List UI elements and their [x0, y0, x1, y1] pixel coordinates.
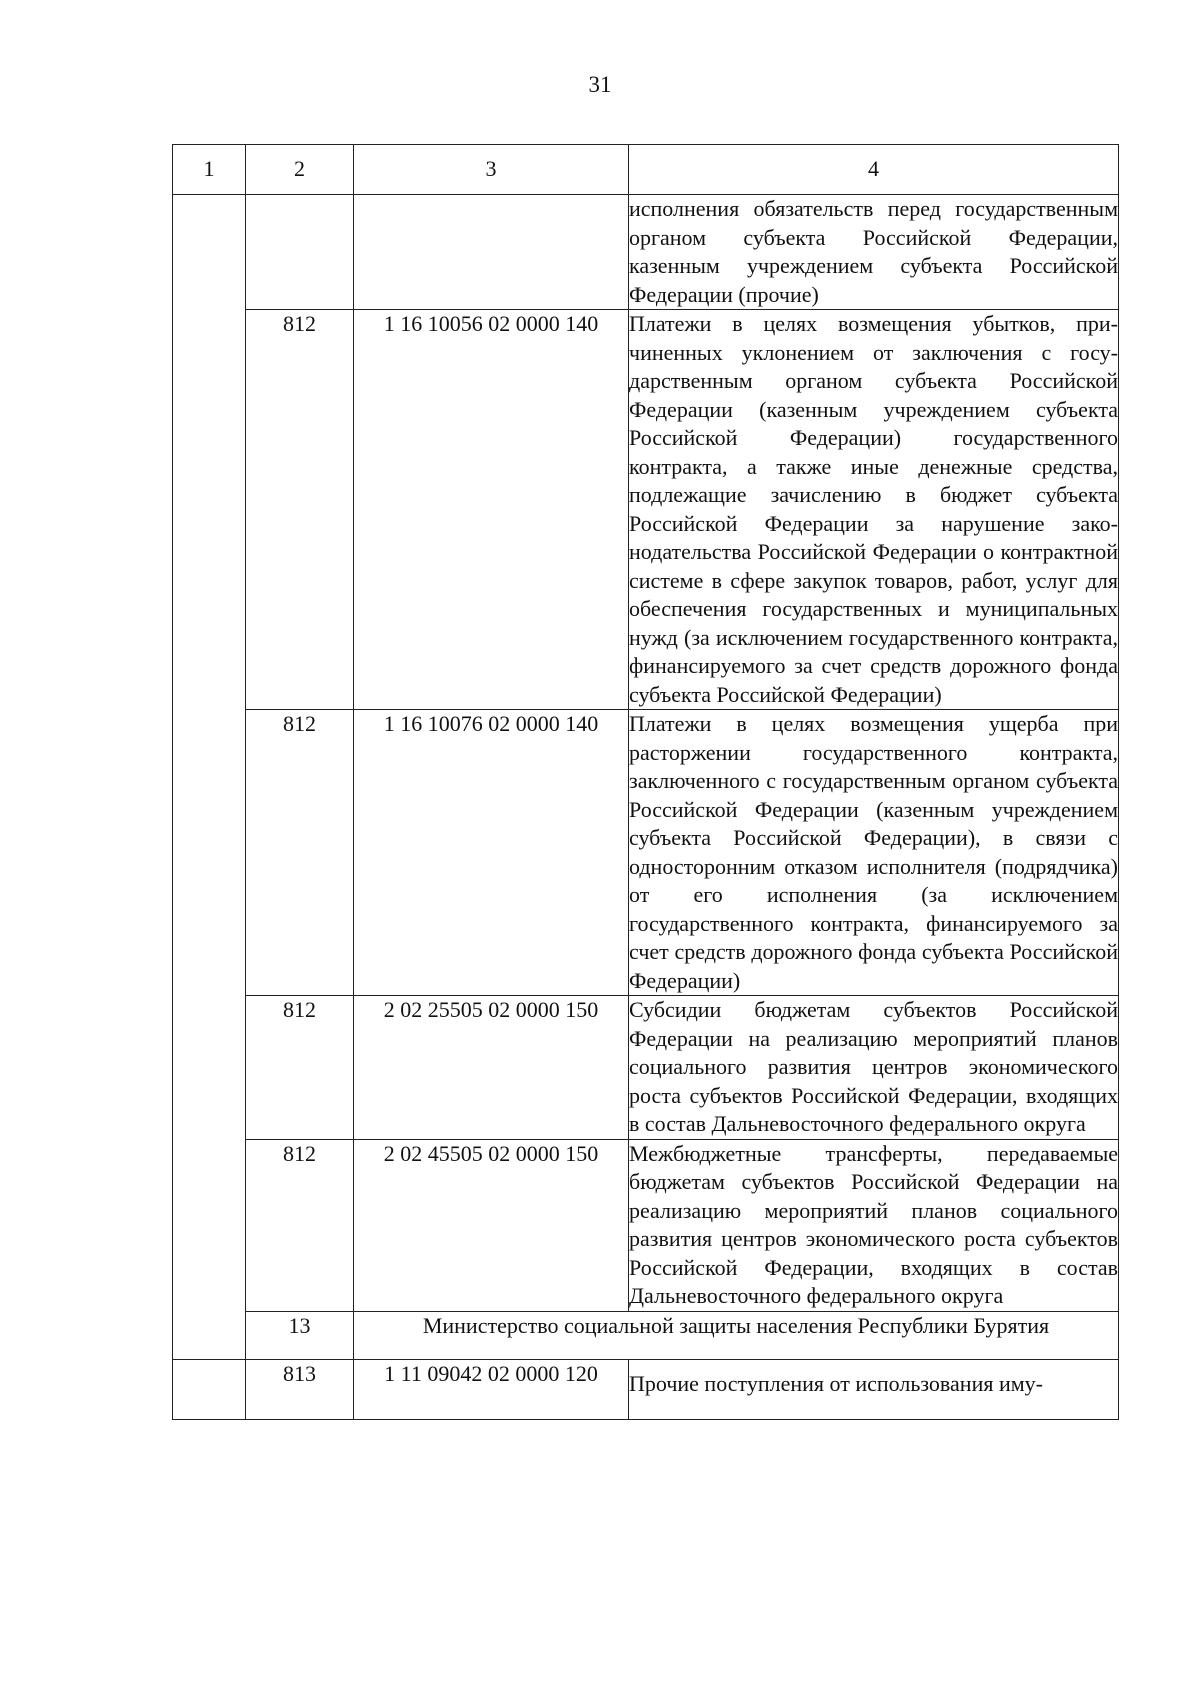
admin-code-cell: 813	[246, 1359, 354, 1419]
ministry-name-cell: Министерство социальной защиты населения Республики Бурятия	[354, 1311, 1119, 1359]
ministry-number-cell-empty	[173, 195, 246, 1360]
admin-code-cell: 812	[246, 1139, 354, 1311]
kbk-cell: 2 02 45505 02 0000 150	[354, 1139, 629, 1311]
ministry-number-cell-empty	[173, 1359, 246, 1419]
description-cell: Субсидии бюджетам субъектов Российской Федерации на реализацию мероприятий планов социального развития центров экономического роста субъектов Российской Федерации, входящих в состав Дальневосточного федерального округа	[629, 996, 1119, 1140]
revenue-codes-table	[172, 144, 1119, 1420]
admin-code-cell-empty	[246, 195, 354, 310]
description-cell: Платежи в целях возмещения убытков, причиненных уклонением от заключения с государственным органом субъекта Российской Федерации (казенным учреждением субъекта Российской Федерации) государственного контракта, а также иные денежные средства, подлежащие зачислению в бюджет субъекта Российской Федерации за нарушение законодательства Российской Федерации о контрактной системе в сфере закупок товаров, работ, услуг для обеспечения государственных и муниципальных нужд (за исключением государственного контракта, финансируемого за счет средств дорожного фонда субъекта Российской Федерации)	[629, 310, 1119, 710]
kbk-cell-empty	[354, 195, 629, 310]
kbk-cell: 1 16 10076 02 0000 140	[354, 710, 629, 996]
description-cell: Платежи в целях возмещения ущерба при расторжении государственного контракта, заключенного с государственным органом субъекта Российской Федерации (казенным учреждением субъекта Российской Федерации), в связи с односторонним отказом исполнителя (подрядчика) от его исполнения (за исключением государственного контракта, финансируемого за счет средств дорожного фонда субъекта Российской Федерации)	[629, 710, 1119, 996]
admin-code-cell: 812	[246, 710, 354, 996]
admin-code-cell: 812	[246, 310, 354, 710]
table-row	[173, 1359, 1119, 1419]
kbk-cell: 2 02 25505 02 0000 150	[354, 996, 629, 1140]
description-cell: Межбюджетные трансферты, передаваемые бюджетам субъектов Российской Федерации на реализацию мероприятий планов социального развития центров экономического роста субъектов Российской Федерации, входящих в состав Дальневосточного федерального округа	[629, 1139, 1119, 1311]
table-row	[173, 310, 1119, 710]
ministry-row	[173, 1311, 1119, 1359]
ministry-number-cell: 13	[246, 1311, 354, 1359]
column-header-2: 2	[246, 145, 354, 195]
table-header-row	[173, 145, 1119, 195]
column-header-4: 4	[629, 145, 1119, 195]
table-row-continued	[173, 195, 1119, 310]
column-header-3: 3	[354, 145, 629, 195]
table-row	[173, 1139, 1119, 1311]
table-row	[173, 710, 1119, 996]
admin-code-cell: 812	[246, 996, 354, 1140]
page-number: 31	[588, 72, 612, 97]
kbk-cell: 1 11 09042 02 0000 120	[354, 1359, 629, 1419]
table-row	[173, 996, 1119, 1140]
description-cell: Прочие поступления от использования иму-	[629, 1359, 1119, 1419]
kbk-cell: 1 16 10056 02 0000 140	[354, 310, 629, 710]
description-cell: исполнения обязательств перед государственным органом субъекта Российской Федерации, казенным учреждением субъекта Российской Федерации (прочие)	[629, 195, 1119, 310]
column-header-1: 1	[173, 145, 246, 195]
